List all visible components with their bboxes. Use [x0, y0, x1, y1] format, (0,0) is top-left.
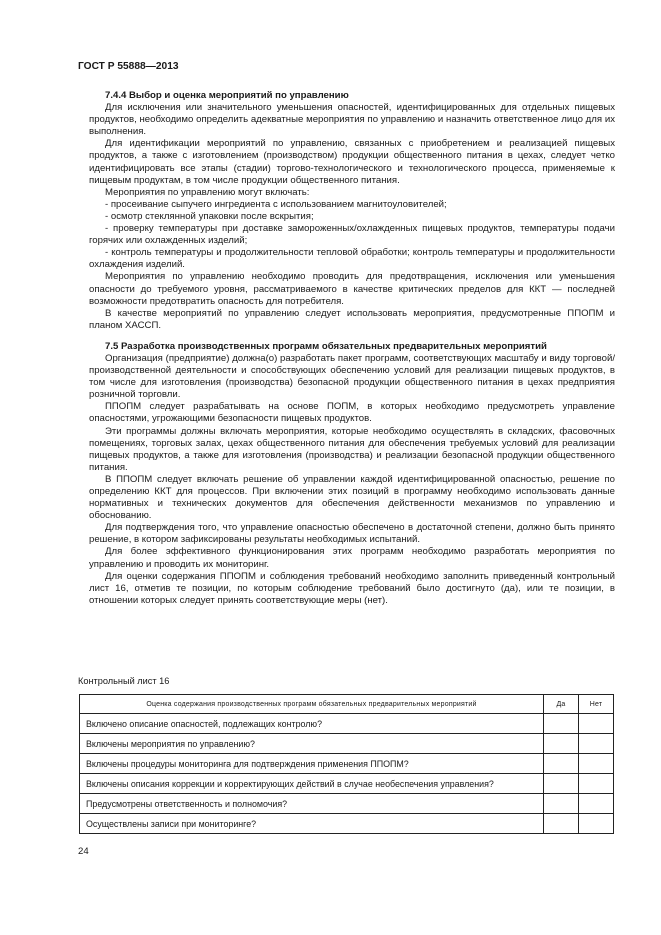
document-body [89, 90, 615, 607]
checklist-table [79, 694, 614, 834]
list-item: - проверку температуры при доставке замороженных/охлажденных пищевых продуктов, температуры подачи горячих или охлажденных изделий; [89, 223, 615, 247]
document-header: ГОСТ Р 55888—2013 [78, 61, 179, 72]
yes-cell [544, 814, 579, 834]
table-row [80, 714, 614, 734]
yes-cell [544, 714, 579, 734]
page-number: 24 [78, 846, 89, 857]
checklist-question: Включены мероприятия по управлению? [80, 734, 544, 754]
checklist-label: Контрольный лист 16 [78, 676, 170, 686]
paragraph: Для более эффективного функционирования этих программ необходимо разработать мероприятия по управлению и проводить их мониторинг. [89, 546, 615, 570]
paragraph: Мероприятия по управлению могут включать: [105, 186, 310, 198]
paragraph: Мероприятия по управлению необходимо проводить для предотвращения, исключения или уменьшения опасности до требуемого уровня, рассматриваемого в качестве критических пределов для ККТ — последней возможности предотвратить опасность для потребителя. [89, 271, 615, 307]
paragraph: ППОПМ следует разрабатывать на основе ПОПМ, в которых необходимо предусмотреть управление опасностями, угрожающими безопасности пищевых продуктов. [89, 401, 615, 425]
no-cell [579, 814, 614, 834]
table-row [80, 734, 614, 754]
no-cell [579, 774, 614, 794]
no-cell [579, 754, 614, 774]
yes-cell [544, 794, 579, 814]
list-item: - осмотр стеклянной упаковки после вскрытия; [105, 210, 314, 222]
paragraph: Для подтверждения того, что управление опасностью обеспечено в достаточной степени, должно быть принято решение, в котором зафиксированы результаты необходимых испытаний. [89, 522, 615, 546]
column-header-question: Оценка содержания производственных программ обязательных предварительных мероприятий [80, 695, 544, 714]
list-item: - контроль температуры и продолжительности тепловой обработки; контроль температуры и продолжительности охлаждения изделий. [89, 247, 615, 271]
no-cell [579, 714, 614, 734]
table-header-row [80, 695, 614, 714]
column-header-yes: Да [544, 695, 579, 714]
yes-cell [544, 774, 579, 794]
paragraph: Эти программы должны включать мероприятия, которые необходимо осуществлять в складских, фасовочных помещениях, торговых залах, цехах общественного питания для обеспечения требуемых условий для реализации пищевых продуктов, а также для изготовления (производства) и реализации безопасной продукции общественного питания. [89, 425, 615, 473]
section-75-heading: 7.5 Разработка производственных программ обязательных предварительных мероприятий [105, 340, 547, 352]
paragraph: В ППОПМ следует включать решение об управлении каждой идентифицированной опасностью, решение по определению ККТ для процессов. При включении этих позиций в программу необходимо использовать данные нормативных и технических документов для обеспечения действенности механизмов по управлению и обоснованию. [89, 473, 615, 522]
paragraph: Для оценки содержания ППОПМ и соблюдения требований необходимо заполнить приведенный контрольный лист 16, отметив те позиции, по которым соблюдение требований было достигнуто (да), или те позиции, в отношении которых следует принять соответствующие меры (нет). [89, 570, 615, 606]
list-item: - просеивание сыпучего ингредиента с использованием магнитоуловителей; [105, 198, 447, 210]
yes-cell [544, 734, 579, 754]
checklist-question: Осуществлены записи при мониторинге? [80, 814, 544, 834]
paragraph: Для идентификации мероприятий по управлению, связанных с приобретением и реализацией пищевых продуктов, а также с изготовлением (производством) продукции общественного питания в цехах, следует четко идентифицировать все этапы (стадии) торгово-технологического и технологического процесса, применяемые к пищевым продуктам, в том числе продукции общественного питания. [89, 138, 615, 186]
yes-cell [544, 754, 579, 774]
checklist-question: Включено описание опасностей, подлежащих контролю? [80, 714, 544, 734]
table-row [80, 794, 614, 814]
no-cell [579, 794, 614, 814]
table-row [80, 754, 614, 774]
column-header-no: Нет [579, 695, 614, 714]
checklist-question: Предусмотрены ответственность и полномочия? [80, 794, 544, 814]
table-row [80, 814, 614, 834]
section-744-heading: 7.4.4 Выбор и оценка мероприятий по управлению [105, 90, 349, 101]
table-row [80, 774, 614, 794]
checklist-question: Включены процедуры мониторинга для подтверждения применения ППОПМ? [80, 754, 544, 774]
checklist-question: Включены описания коррекции и корректирующих действий в случае необеспечения управления? [80, 774, 544, 794]
paragraph: Организация (предприятие) должна(о) разработать пакет программ, соответствующих масштабу и виду торговой/производственной деятельности и способствующих обеспечению условий для реализации пищевых продуктов, в том числе для изготовления (производства) безопасной продукции общественного питания в цехах предприятия розничной торговли. [89, 352, 615, 401]
paragraph: В качестве мероприятий по управлению следует использовать мероприятия, предусмотренные ППОПМ и планом ХАССП. [89, 307, 615, 331]
no-cell [579, 734, 614, 754]
paragraph: Для исключения или значительного уменьшения опасностей, идентифицированных для отдельных пищевых продуктов, необходимо определить адекватные мероприятия по управлению и назначить ответственное лицо для их выполнения. [89, 102, 615, 138]
